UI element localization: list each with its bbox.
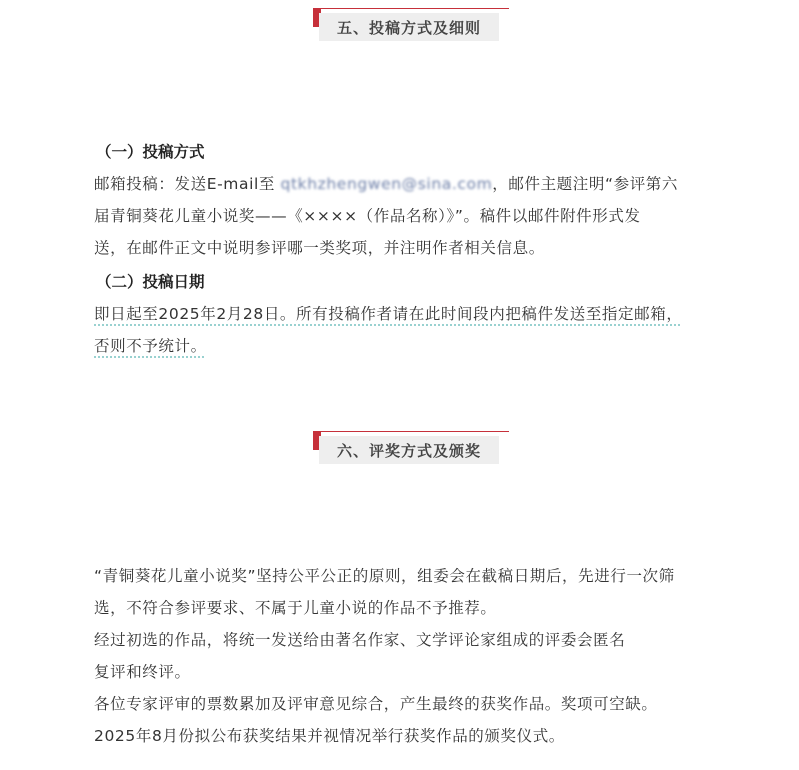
text-line: 届青铜葵花儿童小说奖——《××××（作品名称）》”。稿件以邮件附件形式发 [94, 207, 641, 225]
section-title: 五、投稿方式及细则 [319, 13, 499, 41]
text-line: 送，在邮件正文中说明参评哪一类奖项，并注明作者相关信息。 [94, 239, 545, 257]
text-line: “青铜葵花儿童小说奖”坚持公平公正的原则，组委会在截稿日期后，先进行一次筛 [94, 567, 675, 585]
text-line: 经过初选的作品，将统一发送给由著名作家、文学评论家组成的评委会匿名 [94, 631, 626, 649]
text-line [94, 168, 714, 200]
subsection-heading-method: （一）投稿方式 [96, 143, 205, 161]
section-title: 六、评奖方式及颁奖 [319, 436, 499, 464]
email-link[interactable]: qtkhzhengwen@sina.com [280, 175, 493, 193]
text-line: 2025年8月份拟公布获奖结果并视情况举行获奖作品的颁奖仪式。 [94, 727, 565, 745]
header-rule [321, 431, 509, 432]
text-line: 选，不符合参评要求、不属于儿童小说的作品不予推荐。 [94, 599, 497, 617]
subsection-heading-date: （二）投稿日期 [96, 273, 205, 291]
text-line: 即日起至2025年2月28日。所有投稿作者请在此时间段内把稿件发送至指定邮箱， [94, 305, 683, 323]
text-line: 否则不予统计。 [94, 337, 207, 355]
submission-method-text [94, 168, 714, 264]
text-line: 各位专家评审的票数累加及评审意见综合，产生最终的获奖作品。奖项可空缺。 [94, 695, 658, 713]
text-line: 复评和终评。 [94, 663, 191, 681]
section-header-6 [313, 431, 513, 465]
text-segment: 邮箱投稿：发送E-mail至 [94, 175, 275, 193]
header-rule [321, 8, 509, 9]
submission-date-text [94, 298, 714, 362]
judging-text [94, 560, 714, 752]
section-header-5 [313, 8, 513, 42]
text-segment: ，邮件主题注明“参评第六 [492, 175, 679, 193]
